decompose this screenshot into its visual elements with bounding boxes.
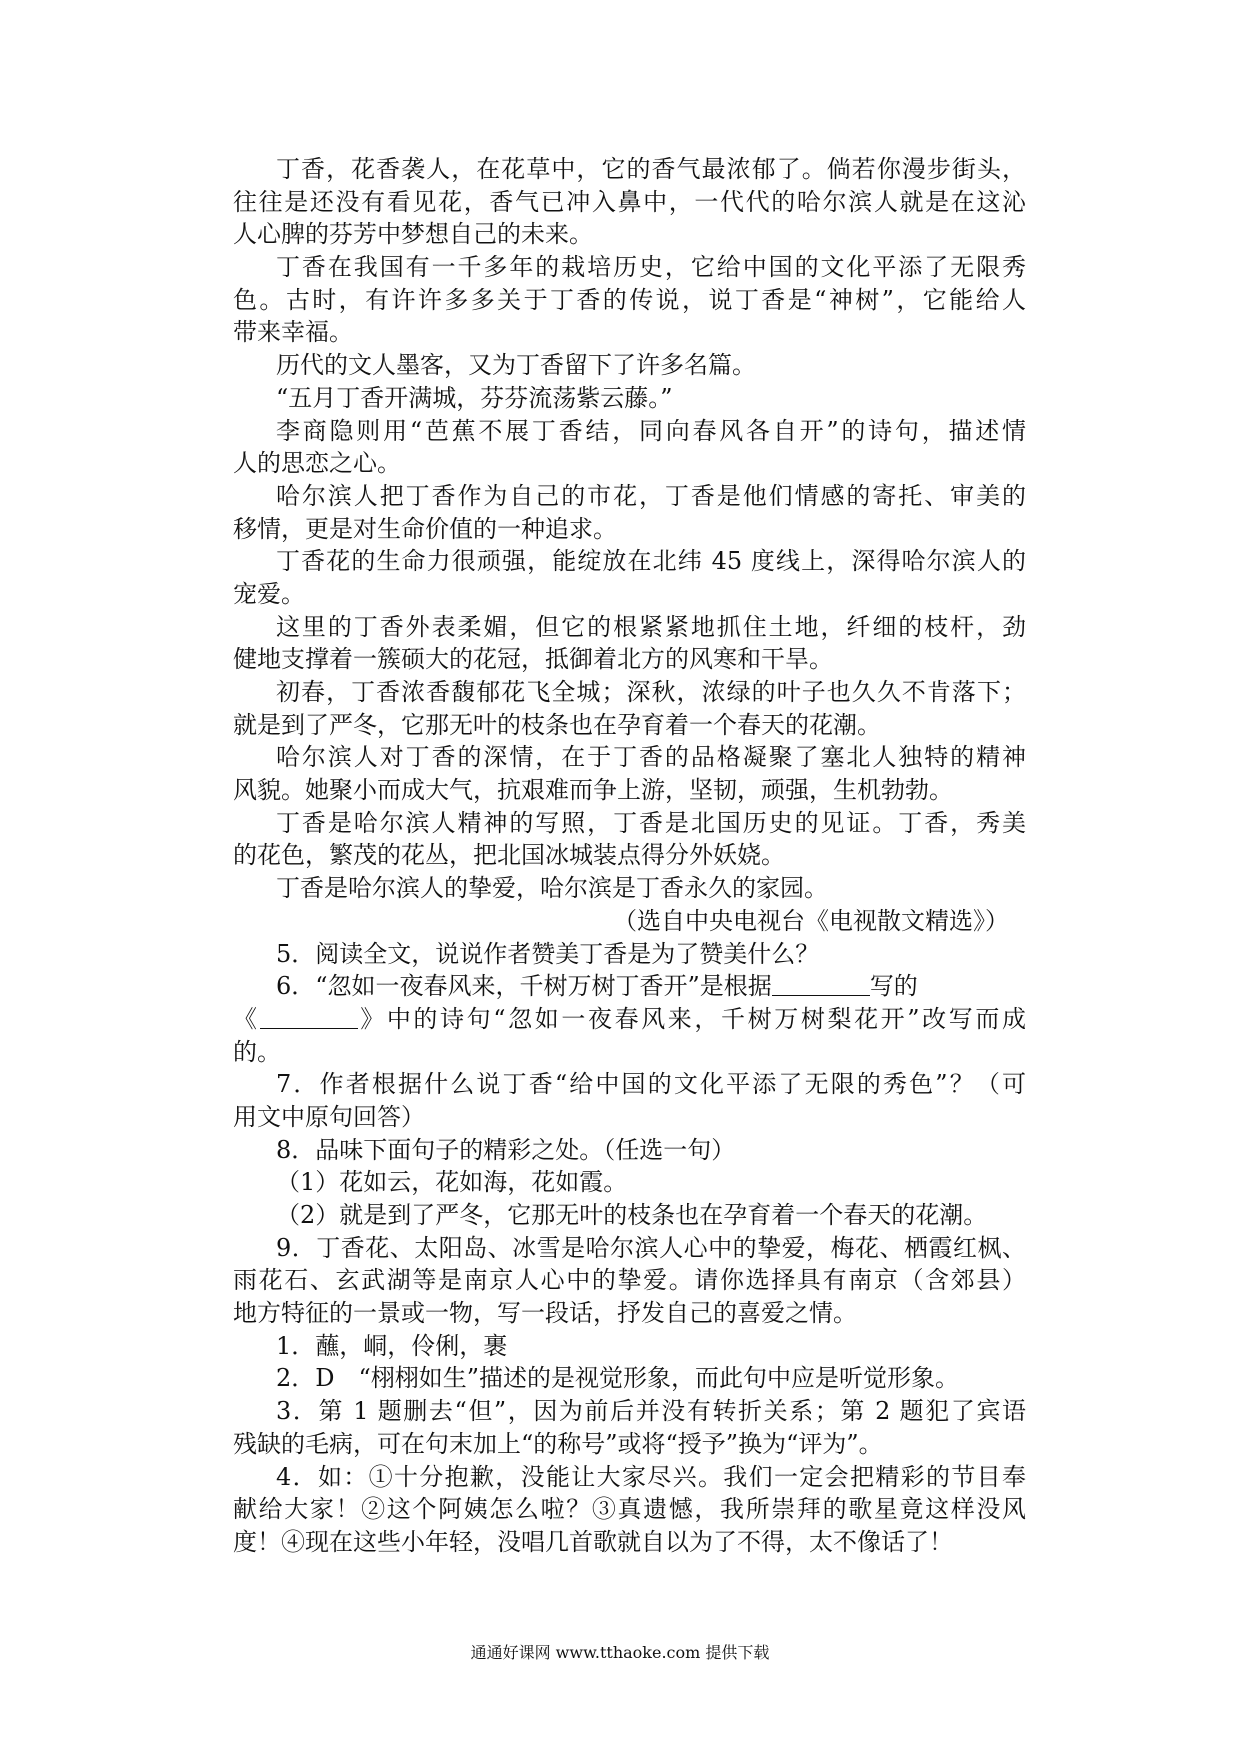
answer-line: 4．如：①十分抱歉，没能让大家尽兴。我们一定会把精彩的节目奉 <box>276 1462 1026 1491</box>
passage-line: 的花色，繁茂的花丛，把北国冰城装点得分外妖娆。 <box>233 841 785 870</box>
passage-line: 这里的丁香外表柔媚，但它的根紧紧地抓住土地，纤细的枝杆，劲 <box>276 612 1026 641</box>
passage-line: 人心脾的芬芳中梦想自己的未来。 <box>233 220 593 249</box>
passage-line: 李商隐则用“芭蕉不展丁香结，同向春风各自开”的诗句，描述情 <box>276 416 1026 445</box>
passage-line: 丁香是哈尔滨人的挚爱，哈尔滨是丁香永久的家园。 <box>276 874 828 903</box>
footer-credit: 通通好课网 www.tthaoke.com 提供下载 <box>470 1643 770 1662</box>
question-6-line-3: 的。 <box>233 1037 281 1066</box>
passage-line: 带来幸福。 <box>233 318 353 347</box>
question-9-line: 地方特征的一景或一物，写一段话，抒发自己的喜爱之情。 <box>233 1299 857 1328</box>
question-5: 5．阅读全文，说说作者赞美丁香是为了赞美什么？ <box>276 939 820 968</box>
answer-line: 2．D “栩栩如生”描述的是视觉形象，而此句中应是听觉形象。 <box>276 1364 960 1393</box>
passage-line: 就是到了严冬，它那无叶的枝条也在孕育着一个春天的花潮。 <box>233 710 881 739</box>
passage-line: 哈尔滨人对丁香的深情，在于丁香的品格凝聚了塞北人独特的精神 <box>276 743 1026 772</box>
passage-line: 往往是还没有看见花，香气已冲入鼻中，一代代的哈尔滨人就是在这沁 <box>233 187 1026 216</box>
fill-in-blank <box>260 1008 358 1029</box>
question-7-line: 7．作者根据什么说丁香“给中国的文化平添了无限的秀色”？（可 <box>276 1070 1026 1099</box>
question-9-line: 雨花石、玄武湖等是南京人心中的挚爱。请你选择具有南京（含郊县） <box>233 1266 1026 1295</box>
passage-source: （选自中央电视台《电视散文精选》） <box>613 906 1009 935</box>
passage-line: 丁香在我国有一千多年的栽培历史，它给中国的文化平添了无限秀 <box>276 253 1026 282</box>
passage-line: 哈尔滨人把丁香作为自己的市花，丁香是他们情感的寄托、审美的 <box>276 481 1026 510</box>
passage-line: 初春，丁香浓香馥郁花飞全城；深秋，浓绿的叶子也久久不肯落下； <box>276 678 1026 706</box>
answer-line: 1．蘸，峒，伶俐，裹 <box>276 1331 508 1360</box>
question-8-option: （1）花如云，花如海，花如霞。 <box>276 1168 628 1197</box>
passage-line: 风貌。她聚小而成大气，抗艰难而争上游，坚韧，顽强，生机勃勃。 <box>233 776 953 805</box>
passage-line: 丁香是哈尔滨人精神的写照，丁香是北国历史的见证。丁香，秀美 <box>276 808 1026 837</box>
passage-line: 移情，更是对生命价值的一种追求。 <box>233 514 617 543</box>
passage-line: 人的思恋之心。 <box>233 449 401 478</box>
question-6-text: 《 <box>233 1004 260 1033</box>
passage-line: 丁香花的生命力很顽强，能绽放在北纬 45 度线上，深得哈尔滨人的 <box>276 547 1026 576</box>
question-6-line-2 <box>233 1003 1026 1036</box>
passage-line: 宠爱。 <box>233 579 305 608</box>
question-9-line: 9．丁香花、太阳岛、冰雪是哈尔滨人心中的挚爱，梅花、栖霞红枫、 <box>276 1233 1026 1262</box>
answer-line: 3．第 1 题删去“但”，因为前后并没有转折关系；第 2 题犯了宾语 <box>276 1397 1026 1426</box>
question-7-line: 用文中原句回答） <box>233 1102 425 1131</box>
answer-line: 度！④现在这些小年轻，没唱几首歌就自以为了不得，太不像话了！ <box>233 1527 953 1556</box>
passage-line: 色。古时，有许许多多关于丁香的传说，说丁香是“神树”，它能给人 <box>233 285 1026 314</box>
answer-line: 残缺的毛病，可在句末加上“的称号”或将“授予”换为“评为”。 <box>233 1429 883 1458</box>
passage-line: 丁香，花香袭人，在花草中，它的香气最浓郁了。倘若你漫步街头， <box>276 155 1026 183</box>
question-6-line-1 <box>233 970 1026 1003</box>
question-8-prompt: 8．品味下面句子的精彩之处。（任选一句） <box>276 1135 736 1164</box>
passage-line: 健地支撑着一簇硕大的花冠，抵御着北方的风寒和干旱。 <box>233 645 833 674</box>
question-6-text: 》中的诗句“忽如一夜春风来，千树万树梨花开”改写而成 <box>357 1004 1026 1033</box>
document-body <box>233 153 1026 1559</box>
question-6-text: 6．“忽如一夜春风来，千树万树丁香开”是根据 <box>276 972 772 1001</box>
question-6-text: 写的 <box>869 972 918 1001</box>
passage-line: 历代的文人墨客，又为丁香留下了许多名篇。 <box>276 351 756 380</box>
passage-line: “五月丁香开满城，芬芬流荡紫云藤。” <box>276 383 673 412</box>
answer-line: 献给大家！②这个阿姨怎么啦？③真遗憾，我所崇拜的歌星竟这样没风 <box>233 1495 1026 1524</box>
fill-in-blank <box>772 975 870 996</box>
question-8-option: （2）就是到了严冬，它那无叶的枝条也在孕育着一个春天的花潮。 <box>276 1201 988 1229</box>
